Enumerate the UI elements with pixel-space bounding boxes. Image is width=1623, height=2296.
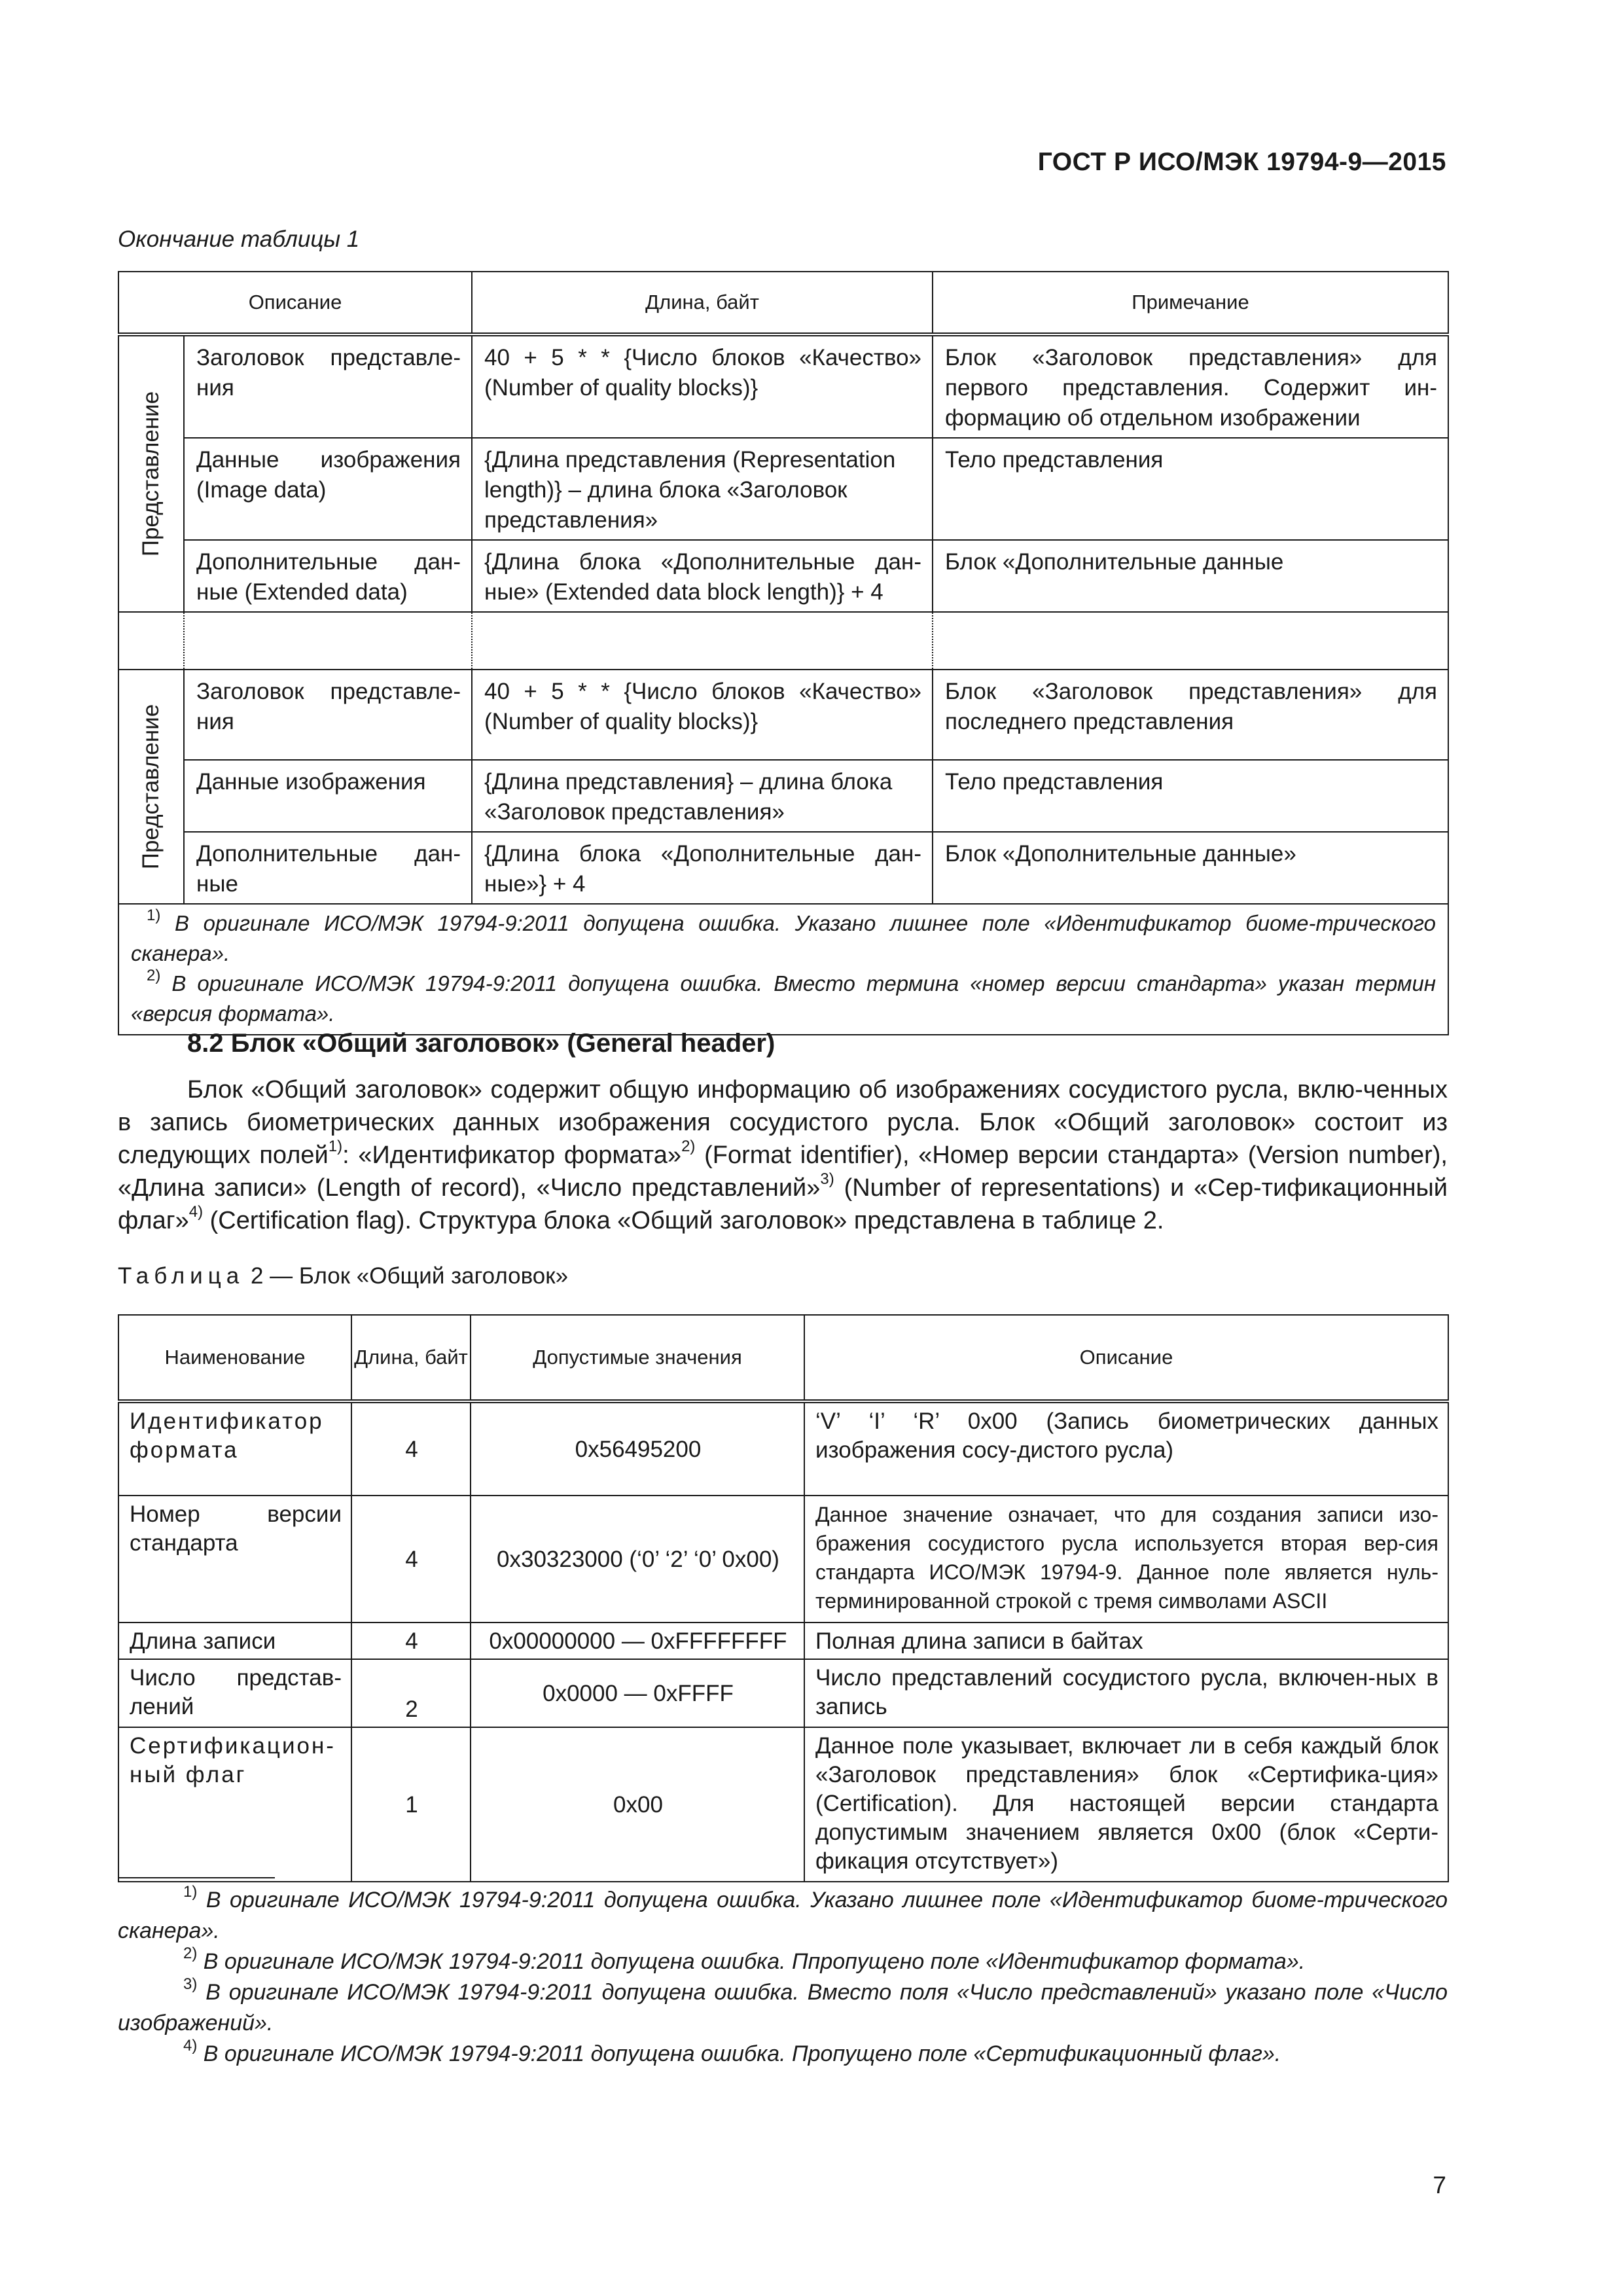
table2-r2-length: 4 <box>351 1496 471 1623</box>
table-row <box>118 670 1448 760</box>
table1-notes-row <box>118 904 1448 1035</box>
table1-col-description: Описание <box>118 272 472 334</box>
table2-r1-name: Идентификатор формата <box>118 1401 351 1496</box>
table1-group1-label: Представление <box>138 391 164 557</box>
table2-r1-length: 4 <box>351 1401 471 1496</box>
table-row <box>118 1401 1448 1496</box>
table2-r3-length: 4 <box>351 1623 471 1659</box>
table2-header-row <box>118 1315 1448 1401</box>
table1-g2r2-length: {Длина представления} – длина блока «Заголовок представления» <box>472 760 933 832</box>
table-row <box>118 760 1448 832</box>
table2-col-description: Описание <box>804 1315 1448 1401</box>
table-row <box>118 1659 1448 1727</box>
table1-g2r1-length: 40 + 5 * * {Число блоков «Качество» (Number of quality blocks)} <box>472 670 933 760</box>
table1-ellipsis-row <box>118 612 1448 670</box>
table1-g2r1-name: Заголовок представле-ния <box>184 670 472 760</box>
table1-g2r2-note: Тело представления <box>933 760 1448 832</box>
table1-note-2: $^{2)}$ В оригинале ИСО/МЭК 19794-9:2011 допущена ошибка. Вместо термина «номер версии стандарта» указан термин «версия формата». <box>131 967 1436 1026</box>
table1-g1r3-name: Дополнительные дан-ные (Extended data) <box>184 540 472 612</box>
table2-r1-description: ‘V’ ‘I’ ‘R’ 0x00 (Запись биометрических данных изображения сосу-дистого русла) <box>804 1401 1448 1496</box>
table2-col-values: Допустимые значения <box>471 1315 804 1401</box>
table-row <box>118 438 1448 540</box>
table1-g1r2-note: Тело представления <box>933 438 1448 540</box>
document-header: ГОСТ Р ИСО/МЭК 19794-9—2015 <box>1037 148 1446 176</box>
table2-r3-name: Длина записи <box>118 1623 351 1659</box>
table1-notes <box>118 904 1448 1035</box>
table1-g2r1-note: Блок «Заголовок представления» для последнего представления <box>933 670 1448 760</box>
table1-header-row <box>118 272 1448 334</box>
table2-r3-description: Полная длина записи в байтах <box>804 1623 1448 1659</box>
table-row <box>118 540 1448 612</box>
table2-r5-name: Сертификацион-ный флаг <box>118 1727 351 1882</box>
footnote-1: $^{1)}$ В оригинале ИСО/МЭК 19794-9:2011 допущена ошибка. Указано лишнее поле «Идентификатор биоме-трического сканера». <box>118 1882 1448 1943</box>
table1-group2-label: Представление <box>138 704 164 870</box>
table1-g2r3-name: Дополнительные дан-ные <box>184 832 472 904</box>
page-number: 7 <box>1433 2172 1446 2198</box>
table2-r4-values: 0x0000 — 0xFFFF <box>471 1659 804 1727</box>
table1-g1r3-length: {Длина блока «Дополнительные дан-ные» (Extended data block length)} + 4 <box>472 540 933 612</box>
table1-caption: Окончание таблицы 1 <box>118 226 360 252</box>
table-row <box>118 1727 1448 1882</box>
table2-r5-values: 0x00 <box>471 1727 804 1882</box>
table2-r2-description: Данное значение означает, что для создания записи изо-бражения сосудистого русла используется вторая вер-сия стандарта ИСО/МЭК 19794-9. Данное поле является нуль-терминированной строкой с тремя символами ASCII <box>804 1496 1448 1623</box>
section-title: 8.2 Блок «Общий заголовок» (General header) <box>187 1029 776 1058</box>
table-row <box>118 1496 1448 1623</box>
footnote-4: $^{4)}$ В оригинале ИСО/МЭК 19794-9:2011 допущена ошибка. Пропущено поле «Сертификационный флаг». <box>183 2036 1281 2066</box>
footnote-2: $^{2)}$ В оригинале ИСО/МЭК 19794-9:2011 допущена ошибка. Ппропущено поле «Идентификатор формата». <box>183 1944 1306 1974</box>
table2-r3-values: 0x00000000 — 0xFFFFFFFF <box>471 1623 804 1659</box>
footnote-3: $^{3)}$ В оригинале ИСО/МЭК 19794-9:2011 допущена ошибка. Вместо поля «Число представлений» указано поле «Число изображений». <box>118 1975 1448 2036</box>
table1 <box>118 271 1449 1035</box>
table1-g1r1-note: Блок «Заголовок представления» для первого представления. Содержит ин-формацию об отдельном изображении <box>933 334 1448 438</box>
table-row <box>118 832 1448 904</box>
table1-group2-label-cell <box>118 670 184 904</box>
table2-caption: Таблица 2 — Блок «Общий заголовок» <box>118 1263 569 1289</box>
table2-r5-description: Данное поле указывает, включает ли в себя каждый блок «Заголовок представления» блок «Сертифика-ция» (Certification). Для настоящей версии стандарта допустимым значением является 0x00 (блок «Серти-фикация отсутствует») <box>804 1727 1448 1882</box>
section-paragraph: Блок «Общий заголовок» содержит общую информацию об изображениях сосудистого русла, вклю-ченных в запись биометрических данных изображения сосудистого русла. Блок «Общий заголовок» состоит из следующих полей$^{1)}$: «Идентификатор формата»$^{2)}$ (Format identifier), «Номер версии стандарта» (Version number), «Длина записи» (Length of record), «Число представлений»$^{3)}$ (Number of representations) и «Сер-тификационный флаг»$^{4)}$ (Certification flag). Структура блока «Общий заголовок» представлена в таблице 2. <box>118 1076 1448 1234</box>
table1-group1-label-cell <box>118 334 184 612</box>
table1-g1r2-name: Данные изображения (Image data) <box>184 438 472 540</box>
table2-r2-name: Номер версии стандарта <box>118 1496 351 1623</box>
table-row <box>118 1623 1448 1659</box>
table2-r2-values: 0x30323000 (‘0’ ‘2’ ‘0’ 0x00) <box>471 1496 804 1623</box>
table1-col-note: Примечание <box>933 272 1448 334</box>
table2-r4-description: Число представлений сосудистого русла, включен-ных в запись <box>804 1659 1448 1727</box>
footnote-separator <box>118 1877 275 1878</box>
table1-g1r3-note: Блок «Дополнительные данные <box>933 540 1448 612</box>
table2-r4-length: 2 <box>351 1659 471 1727</box>
table2-r4-name: Число представ-лений <box>118 1659 351 1727</box>
table1-g1r1-name: Заголовок представле-ния <box>184 334 472 438</box>
table1-g1r1-length: 40 + 5 * * {Число блоков «Качество» (Number of quality blocks)} <box>472 334 933 438</box>
table1-note-1: $^{1)}$ В оригинале ИСО/МЭК 19794-9:2011 допущена ошибка. Указано лишнее поле «Идентификатор биоме-трического сканера». <box>131 906 1436 965</box>
table1-g1r2-length: {Длина представления (Representation length)} – длина блока «Заголовок представления» <box>472 438 933 540</box>
table2-col-length: Длина, байт <box>351 1315 471 1401</box>
table1-g2r2-name: Данные изображения <box>184 760 472 832</box>
footnotes <box>118 1882 1448 2070</box>
table2 <box>118 1314 1449 1882</box>
table1-g2r3-note: Блок «Дополнительные данные» <box>933 832 1448 904</box>
table2-r1-values: 0x56495200 <box>471 1401 804 1496</box>
table2-col-name: Наименование <box>118 1315 351 1401</box>
table2-r5-length: 1 <box>351 1727 471 1882</box>
table1-col-length: Длина, байт <box>472 272 933 334</box>
table-row <box>118 334 1448 438</box>
table1-g2r3-length: {Длина блока «Дополнительные дан-ные»} + 4 <box>472 832 933 904</box>
